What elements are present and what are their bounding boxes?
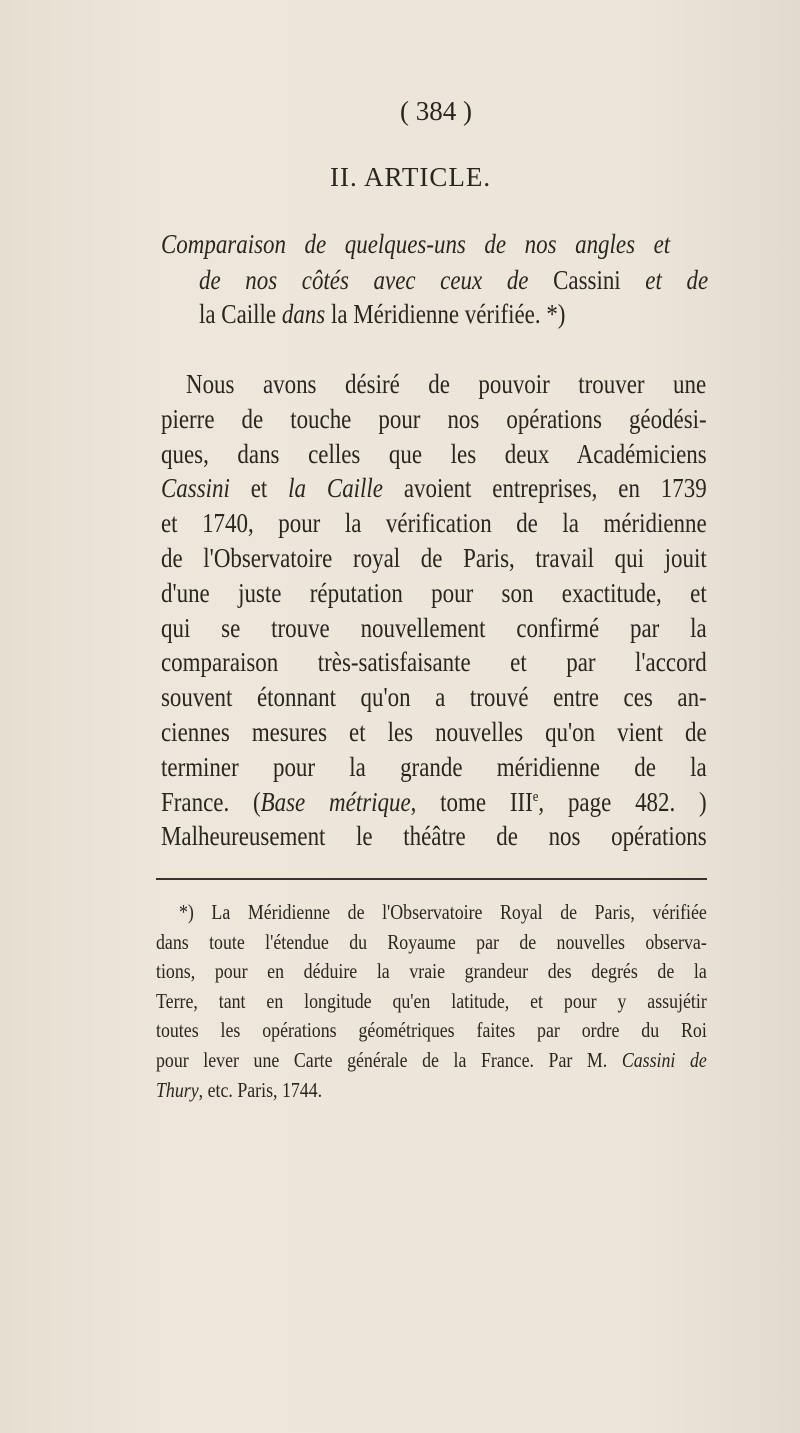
text-segment: dans	[281, 299, 326, 329]
text-segment: Cassini de	[621, 1048, 707, 1072]
foot-line	[156, 1078, 707, 1103]
text-segment: souvent étonnant qu'on a trouvé entre ces an-	[161, 682, 707, 713]
section-title: II. ARTICLE.	[330, 162, 492, 192]
text-segment: qui se trouve nouvellement confirmé par la	[161, 612, 707, 643]
text-segment: terminer pour la grande méridienne de la	[161, 751, 707, 782]
text-segment: ciennes mesures et les nouvelles qu'on vient de	[161, 717, 707, 747]
main-line	[161, 787, 707, 818]
main-line	[161, 404, 707, 435]
text-segment: dans toute l'étendue du Royaume par de nouvelles observa-	[156, 929, 707, 954]
text-segment: et 1740, pour la vérification de la méridienne	[161, 508, 707, 539]
foot-line	[156, 959, 707, 984]
text-segment: d'une juste réputation pour son exactitude, et	[161, 577, 707, 608]
main-line	[161, 682, 707, 713]
text-segment: comparaison très-satisfaisante et par l'accord	[161, 647, 707, 678]
main-line	[161, 473, 707, 504]
text-segment: ques, dans celles que les deux Académiciens	[161, 438, 707, 469]
text-segment: France. (	[161, 786, 261, 817]
main-line	[161, 647, 707, 678]
head-line	[199, 299, 565, 330]
text-segment: toutes les opérations géométriques faites par ordre du Roi	[156, 1018, 707, 1043]
main-line	[186, 369, 706, 400]
main-line	[161, 821, 707, 852]
main-line	[161, 613, 707, 644]
text-segment: la Méridienne vérifiée. *)	[325, 299, 566, 329]
text-segment: e	[532, 788, 539, 805]
text-segment: la Caille	[288, 473, 383, 504]
head-line	[199, 265, 708, 296]
foot-line	[156, 989, 707, 1014]
main-line	[161, 752, 707, 783]
text-segment: et	[229, 473, 289, 504]
text-segment: de nos côtés avec ceux de	[199, 265, 554, 295]
text-segment: pour lever une Carte générale de la France. Par M.	[156, 1048, 622, 1072]
text-segment: , tome III	[410, 786, 533, 817]
text-segment: pierre de touche pour nos opérations géodési-	[161, 403, 707, 434]
text-segment: Cassini	[161, 473, 230, 504]
page-number: ( 384 )	[400, 96, 472, 126]
text-segment: Cassini	[553, 265, 621, 295]
text-segment: , page 482. )	[538, 786, 707, 817]
text-segment: Nous avons désiré de pouvoir trouver une	[186, 369, 707, 399]
foot-line	[156, 1018, 707, 1043]
text-segment: , etc. Paris, 1744.	[198, 1077, 323, 1102]
text-segment: Thury	[156, 1077, 199, 1102]
text-segment: Malheureusement le théâtre de nos opérations	[161, 821, 707, 852]
footnote-divider	[156, 878, 707, 880]
foot-line	[156, 930, 707, 955]
foot-line	[179, 900, 707, 925]
main-line	[161, 717, 707, 748]
main-line	[161, 439, 707, 470]
text-segment: Base métrique	[260, 786, 411, 817]
main-line	[161, 543, 707, 574]
text-segment: la Caille	[199, 299, 282, 329]
main-line	[161, 578, 707, 609]
text-segment: et de	[620, 265, 709, 295]
text-segment: Terre, tant en longitude qu'en latitude, et pour y assujétir	[156, 988, 707, 1013]
head-line	[161, 229, 670, 260]
text-segment: de l'Observatoire royal de Paris, travail qui jouit	[161, 543, 707, 573]
foot-line	[156, 1048, 707, 1073]
text-segment: avoient entreprises, en 1739	[382, 473, 707, 504]
main-line	[161, 508, 707, 539]
text-segment: Comparaison de quelques-uns de nos angles et	[161, 229, 671, 259]
text-segment: tions, pour en déduire la vraie grandeur des degrés de la	[156, 959, 707, 984]
text-segment: *) La Méridienne de l'Observatoire Royal de Paris, vérifiée	[179, 900, 707, 924]
